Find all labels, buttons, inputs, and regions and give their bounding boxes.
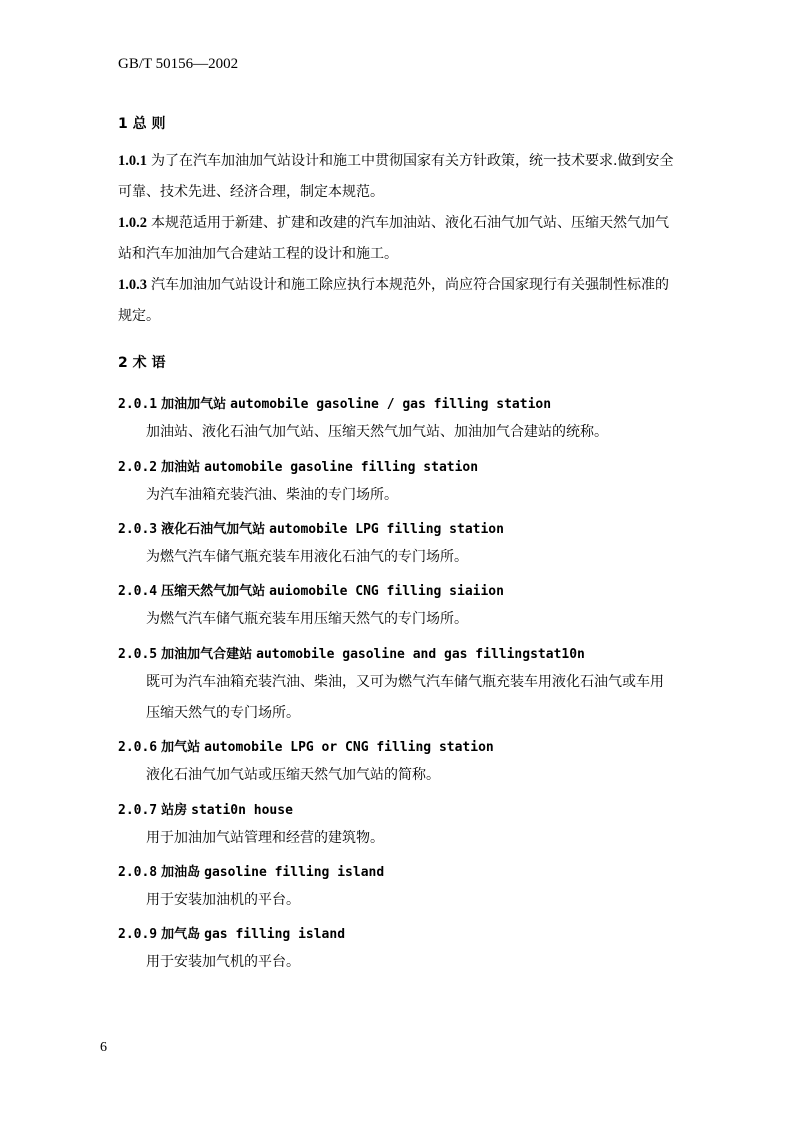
term-number: 2.0.2 bbox=[118, 460, 158, 475]
clause-text: 汽车加油加气站设计和施工除应执行本规范外，尚应符合国家现行有关强制性标准的规定。 bbox=[118, 277, 669, 324]
section-2-heading: 2 术 语 bbox=[118, 355, 166, 371]
term-name: 液化石油气加气站 bbox=[161, 522, 266, 537]
standard-code: GB/T 50156—2002 bbox=[118, 56, 239, 72]
section-1-heading: 1 总 则 bbox=[118, 116, 166, 132]
term-english: stati0n house bbox=[191, 803, 293, 818]
clause-1-0-2 bbox=[118, 208, 678, 270]
term-english: auiomobile CNG filling siaiion bbox=[269, 584, 504, 599]
clause-number: 1.0.2 bbox=[118, 215, 147, 231]
term-definition-2-0-6: 液化石油气加气站或压缩天然气加气站的简称。 bbox=[146, 767, 440, 783]
term-english: automobile gasoline and gas fillingstat10n bbox=[256, 647, 585, 662]
term-definition-2-0-5: 既可为汽车油箱充装汽油、柴油，又可为燃气汽车储气瓶充装车用液化石油气或车用压缩天然气的专门场所。 bbox=[146, 674, 664, 721]
term-name: 加油加气合建站 bbox=[161, 647, 253, 662]
term-heading-2-0-7 bbox=[118, 799, 293, 818]
term-name: 加油站 bbox=[161, 460, 201, 475]
term-definition-2-0-8: 用于安装加油机的平台。 bbox=[146, 892, 300, 908]
page-number: 6 bbox=[100, 1040, 107, 1055]
term-number: 2.0.9 bbox=[118, 927, 158, 942]
term-number: 2.0.5 bbox=[118, 647, 158, 662]
term-name: 加气岛 bbox=[161, 927, 201, 942]
term-heading-2-0-5 bbox=[118, 643, 585, 662]
term-english: gasoline filling island bbox=[204, 865, 385, 880]
term-heading-2-0-9 bbox=[118, 923, 345, 942]
term-heading-2-0-8 bbox=[118, 861, 384, 880]
term-definition-2-0-9: 用于安装加气机的平台。 bbox=[146, 954, 300, 970]
clause-text: 为了在汽车加油加气站设计和施工中贯彻国家有关方针政策，统一技术要求.做到安全可靠、技术先进、经济合理，制定本规范。 bbox=[118, 153, 674, 200]
term-heading-2-0-2 bbox=[118, 456, 478, 475]
term-number: 2.0.6 bbox=[118, 740, 158, 755]
clause-text: 本规范适用于新建、扩建和改建的汽车加油站、液化石油气加气站、压缩天然气加气站和汽车加油加气合建站工程的设计和施工。 bbox=[118, 215, 669, 262]
term-name: 加气站 bbox=[161, 740, 201, 755]
term-definition-2-0-4: 为燃气汽车储气瓶充装车用压缩天然气的专门场所。 bbox=[146, 611, 468, 627]
clause-1-0-1 bbox=[118, 146, 678, 208]
term-english: automobile gasoline / gas filling station bbox=[230, 397, 552, 412]
term-definition-2-0-2: 为汽车油箱充装汽油、柴油的专门场所。 bbox=[146, 487, 398, 503]
term-definition-2-0-7: 用于加油加气站管理和经营的建筑物。 bbox=[146, 830, 384, 846]
term-english: automobile gasoline filling station bbox=[204, 460, 479, 475]
term-heading-2-0-4 bbox=[118, 580, 504, 599]
term-number: 2.0.4 bbox=[118, 584, 158, 599]
term-english: automobile LPG filling station bbox=[269, 522, 504, 537]
term-number: 2.0.8 bbox=[118, 865, 158, 880]
term-name: 压缩天然气加气站 bbox=[161, 584, 266, 599]
term-definition-2-0-3: 为燃气汽车储气瓶充装车用液化石油气的专门场所。 bbox=[146, 549, 468, 565]
term-number: 2.0.3 bbox=[118, 522, 158, 537]
term-number: 2.0.1 bbox=[118, 397, 158, 412]
clause-number: 1.0.3 bbox=[118, 277, 147, 293]
term-name: 加油岛 bbox=[161, 865, 201, 880]
term-name: 站房 bbox=[161, 803, 188, 818]
term-english: gas filling island bbox=[204, 927, 346, 942]
term-heading-2-0-3 bbox=[118, 518, 504, 537]
term-number: 2.0.7 bbox=[118, 803, 158, 818]
term-english: automobile LPG or CNG filling station bbox=[204, 740, 494, 755]
term-heading-2-0-1 bbox=[118, 393, 551, 412]
term-heading-2-0-6 bbox=[118, 736, 494, 755]
clause-number: 1.0.1 bbox=[118, 153, 147, 169]
term-definition-2-0-1: 加油站、液化石油气加气站、压缩天然气加气站、加油加气合建站的统称。 bbox=[146, 424, 608, 440]
term-name: 加油加气站 bbox=[161, 397, 227, 412]
clause-1-0-3 bbox=[118, 270, 678, 332]
